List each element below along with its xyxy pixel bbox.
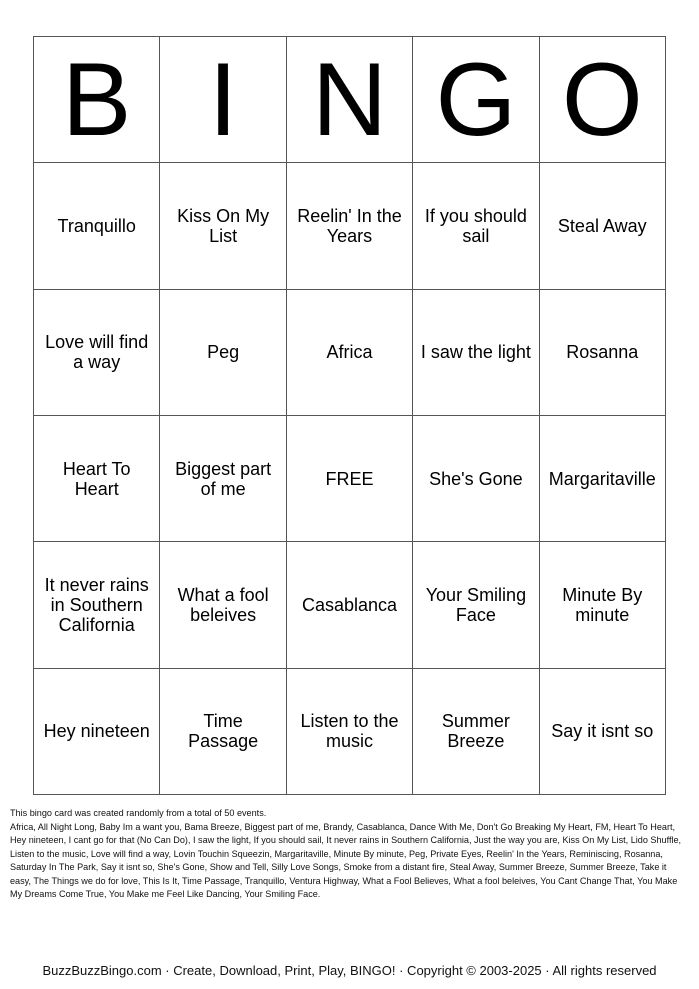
bingo-cell: Heart To Heart xyxy=(34,416,160,542)
bingo-cell: Listen to the music xyxy=(287,669,413,795)
header-letter-g: G xyxy=(413,37,539,163)
bingo-cell: Minute By minute xyxy=(540,542,666,668)
bingo-cell: Steal Away xyxy=(540,163,666,289)
info-intro: This bingo card was created randomly from a total of 50 events. xyxy=(10,808,267,818)
bingo-cell: Your Smiling Face xyxy=(413,542,539,668)
bingo-cell: She's Gone xyxy=(413,416,539,542)
bingo-cell: Say it isnt so xyxy=(540,669,666,795)
free-space-cell: FREE xyxy=(287,416,413,542)
bingo-cell: Love will find a way xyxy=(34,290,160,416)
header-letter-o: O xyxy=(540,37,666,163)
bingo-cell: I saw the light xyxy=(413,290,539,416)
bingo-cell: If you should sail xyxy=(413,163,539,289)
bingo-cell: It never rains in Southern California xyxy=(34,542,160,668)
header-letter-b: B xyxy=(34,37,160,163)
bingo-cell: Casablanca xyxy=(287,542,413,668)
card-info xyxy=(10,807,690,902)
bingo-cell: Margaritaville xyxy=(540,416,666,542)
footer-copyright: BuzzBuzzBingo.com · Create, Download, Print, Play, BINGO! · Copyright © 2003-2025 · All rights reserved xyxy=(42,963,657,978)
bingo-cell: Rosanna xyxy=(540,290,666,416)
bingo-cell: Time Passage xyxy=(160,669,286,795)
bingo-cell: Biggest part of me xyxy=(160,416,286,542)
bingo-cell: Kiss On My List xyxy=(160,163,286,289)
bingo-cell: Tranquillo xyxy=(34,163,160,289)
bingo-cell: Africa xyxy=(287,290,413,416)
bingo-cell: Reelin' In the Years xyxy=(287,163,413,289)
header-letter-n: N xyxy=(287,37,413,163)
bingo-cell: Peg xyxy=(160,290,286,416)
header-letter-i: I xyxy=(160,37,286,163)
bingo-cell: What a fool beleives xyxy=(160,542,286,668)
bingo-cell: Hey nineteen xyxy=(34,669,160,795)
bingo-cell: Summer Breeze xyxy=(413,669,539,795)
info-event-list: Africa, All Night Long, Baby Im a want you, Bama Breeze, Biggest part of me, Brandy, Casablanca, Dance With Me, Don't Go Breaking My Heart, FM, Heart To Heart, Hey nineteen, I cant go for that (No Can Do), I saw the light, If you should sail, It never rains in Southern California, Just the way you are, Kiss On My List, Lido Shuffle, Listen to the music, Love will find a way, Lovin Touchin Squeezin, Margaritaville, Minute By minute, Peg, Private Eyes, Reelin' In the Years, Reminiscing, Rosanna, Saturday In The Park, Say it isnt so, She's Gone, Show and Tell, Silly Love Songs, Smoke from a distant fire, Steal Away, Summer Breeze, Summer Breeze, Take it easy, The Things we do for love, This Is It, Time Passage, Tranquillo, Ventura Highway, What a Fool Believes, What a fool beleives, You Cant Change That, You Make My Dreams Come True, You Make me Feel Like Dancing, Your Smiling Face. xyxy=(10,821,682,899)
bingo-card xyxy=(33,36,666,795)
